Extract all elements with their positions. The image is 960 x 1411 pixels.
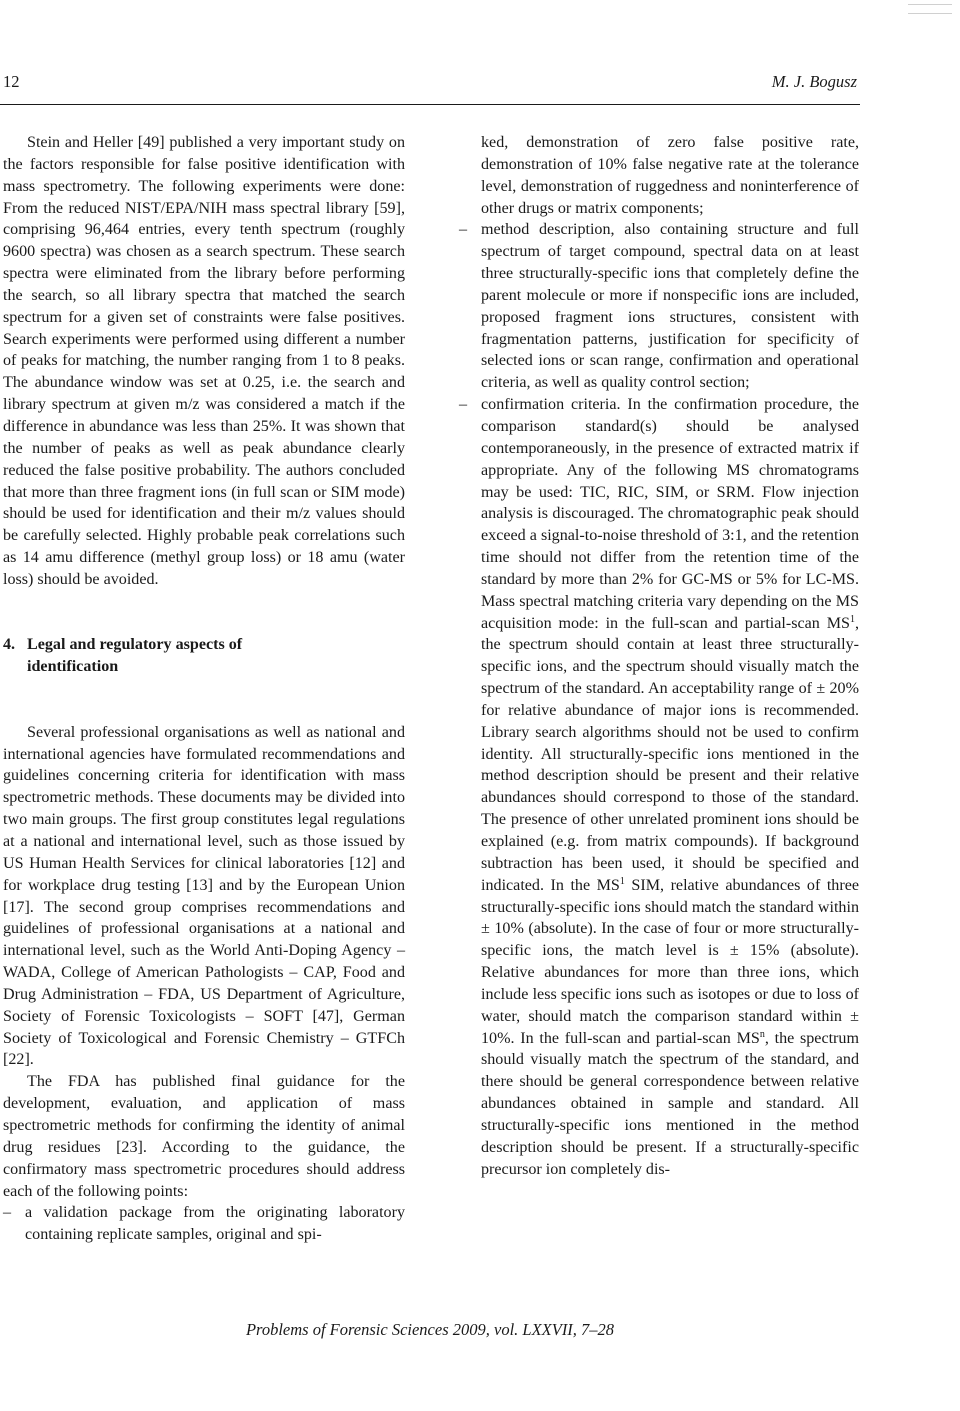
superscript-1: 1 (849, 613, 855, 625)
paragraph-false-positive-study: Stein and Heller [49] published a very important study on the factors responsible for false positive identification with mass spectrometry. The following experiments were done: From the reduced NIST/EPA/NIH mass spectral library [59], comprising 96,464 entries, every tenth spectrum (roughly 9600 spectra) was chosen as a search spectrum. These search spectra were eliminated from the library before performing the search, so all library spectra that matched the search spectrum for a given set of constraints were false positives. Search experiments were performed using different a number of peaks for matching, the number ranging from 1 to 8 peaks. The abundance window was set at 0.25, i.e. the search and library spectrum at given m/z was considered a match if the difference in abundance was less than 25%. It was shown that the number of peaks as well as peak abundance clearly reduced the false positive probability. The authors concluded that more than three fragment ions (in full scan or SIM mode) should be used for identification and their m/z values should be carefully selected. Highly probable peak correlations such as 14 amu difference (methyl group loss) or 18 amu (water loss) should be avoided. (3, 134, 405, 588)
list-item-text-part-4: , the spectrum should visually match the spectrum of the standard, and there should be general correspondence between relative abundances obtained in sample and standard. All structurally-specific ions mentioned in the method description should be present. If a structurally-specific precursor ion completely dis- (481, 1029, 859, 1178)
paragraph-organisations: Several professional organisations as well as national and international agencies have formulated recommendations and guidelines concerning criteria for identification with mass spectrometric methods. These documents may be divided into two main groups. The first group constitutes legal regulations at a national and international level, such as those issued by US Human Health Services for clinical laboratories [12] and for workplace drug testing [13] and by the European Union [17]. The second group comprises recommendations and guidelines of professional organisations at a national and international level, such as the World Anti-Doping Agency – WADA, College of American Pathologists – CAP, Food and Drug Administration – FDA, US Department of Agriculture, Society of Forensic Toxicologists – SOFT [47], German Society of Toxicological and Forensic Chemistry – GTFCh [22]. (3, 723, 405, 1069)
list-item-text: a validation package from the originating laboratory containing replicate samples, original and spi- (25, 1204, 405, 1244)
list-dash: – (459, 221, 468, 239)
list-dash: – (3, 1204, 12, 1222)
list-item-validation-package (3, 1202, 405, 1246)
list-item-text-part-3: SIM, relative abundances of three structurally-specific ions should match the standard within ± 10% (absolute). In the case of four or more structurally-specific ions, the match level is ± 15% (absolute). Relative abundances for more than three ions, which include less specific ions such as isotopes or due to loss of water, should match the comparison standard within ± 10%. In the full-scan and partial-scan MS (481, 876, 860, 1047)
running-header-author: M. J. Bogusz (771, 72, 857, 91)
list-item-confirmation-criteria (459, 394, 859, 1180)
list-item-text-part-1: confirmation criteria. In the confirmation procedure, the comparison standard(s) should be analysed contemporaneously, in the presence of extracted matrix if appropriate. Any of the following MS chromatograms may be used: TIC, RIC, SIM, or SRM. Flow injection analysis is discouraged. The chromatographic peak should exceed a signal-to-noise threshold of 3:1, and the retention time should not differ from the retention time of the standard by more than 2% for GC-MS or 5% for LC-MS. Mass spectral matching criteria vary depending on the MS acquisition mode: in the full-scan and partial-scan MS (481, 396, 859, 632)
list-item-text: method description, also containing structure and full spectrum of target compound, spectral data on at least three structurally-specific ions that completely define the parent molecule or more if nonspecific ions are included, proposed fragment ions structures, consistent with fragmentation patterns, justification for specificity of selected ions or scan range, confirmation and operational criteria, as well as quality control section; (481, 221, 859, 392)
list-item-text-part-2: , the spectrum should contain at least three structurally-specific ions, and the spectrum should visually match the spectrum of the standard. An acceptability range of ± 20% for relative abundance of major ions is recommended. Library search algorithms should not be used to confirm identity. All structurally-specific ions mentioned in the method description should be present and their relative abundances should correspond to those of the standard. The presence of other unrelated prominent ions should be explained (e.g. from matrix compounds). If background subtraction has been used, it should be specified and indicated. In the MS (481, 614, 859, 894)
right-column (459, 132, 859, 1181)
superscript-1-sim: 1 (619, 875, 625, 887)
journal-footer: Problems of Forensic Sciences 2009, vol. LXXVII, 7–28 (245, 1320, 615, 1339)
paragraph-fda-guidance: The FDA has published final guidance for the development, evaluation, and application of mass spectrometric methods for confirming the identity of animal drug residues [23]. According to the guidance, the confirmatory mass spectrometric procedures should address each of the following points: (3, 1073, 405, 1200)
page-number: 12 (3, 72, 20, 91)
list-item-method-description (459, 219, 859, 394)
superscript-n: n (759, 1028, 765, 1040)
header-rule (0, 104, 860, 105)
list-item-continuation: ked, demonstration of zero false positive rate, demonstration of 10% false negative rate at the tolerance level, demonstration of ruggedness and noninterference of other drugs or matrix components; (481, 134, 859, 217)
section-number: 4. (3, 636, 16, 654)
left-column (3, 132, 405, 1246)
list-dash: – (459, 396, 468, 414)
corner-scan-mark (908, 4, 952, 14)
section-heading (3, 634, 405, 678)
section-title-line-2: identification (27, 658, 119, 676)
section-title-line-1: Legal and regulatory aspects of (27, 636, 243, 654)
